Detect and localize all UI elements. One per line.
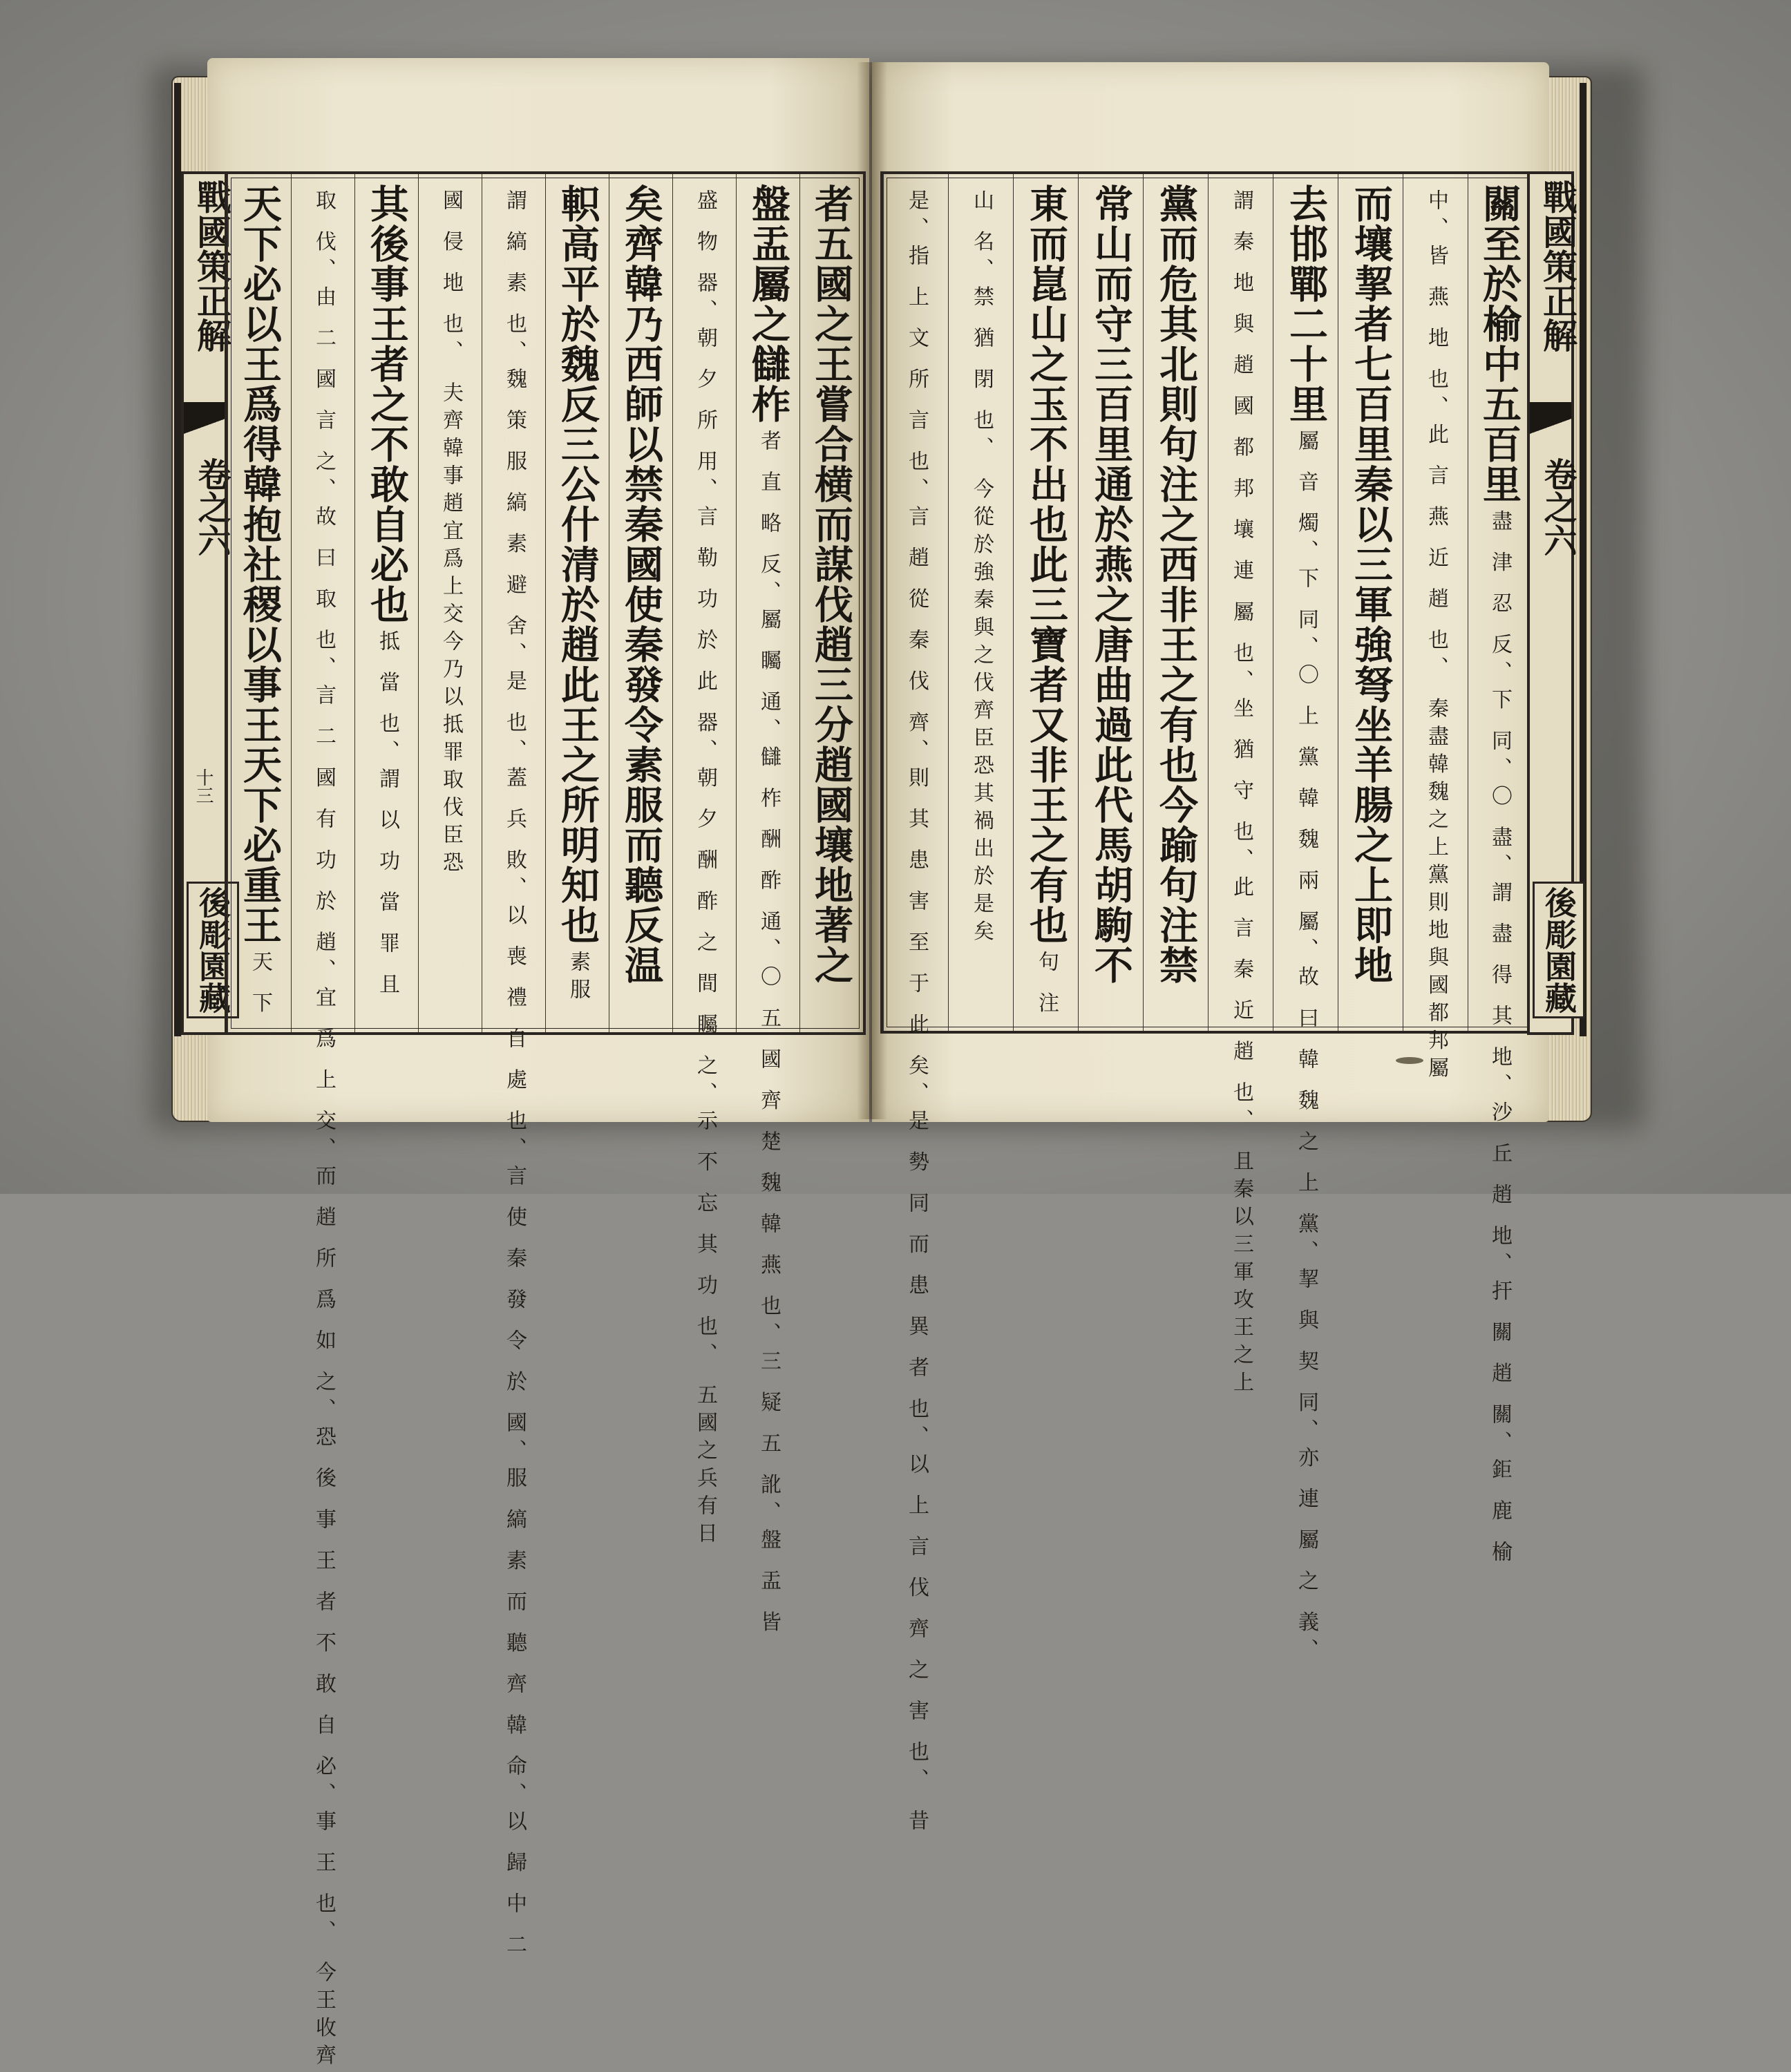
column-main-text: 天下必以王爲得韓抱社稷以事王天下必重王 [237,184,283,945]
text-column [1143,174,1209,1031]
fish-tail-mark [1530,402,1571,450]
left-text-frame [225,171,866,2072]
text-column [736,174,800,1639]
column-annotation: 盛 物 器、朝 夕 所 用、言 勒 功 於 此 器、朝 夕 酬 酢 之 間 矚 之、示 不 忘 其 功 也、 五國之兵有日 [693,189,717,1550]
column-annotation: 取 伐、由 二 國 言 之、故 曰 取 也、言 二 國 有 功 於 趙、宜 爲 上 交、而 趙 所 爲 如 之、恐 後 事 王 者 不 敢 自 必、事 王 也、 今王收齊 [312,189,336,2072]
text-column [799,174,862,1032]
left-margin-band [181,171,232,1035]
column-annotation: 者 直 略 反、屬 矚 通、讎 柞 酬 酢 通、〇 五 國 齊 楚 魏 韓 燕 也、三 疑 五 訛、盤 盂 皆 [757,430,781,1639]
column-main-text: 而壤挈者七百里秦以三軍強弩坐羊腸之上即地 [1348,184,1394,985]
column-main-text: 東而崑山之玉不出也此三寶者又非王之有也 [1023,184,1069,945]
column-main-text: 矣齊韓乃西師以禁秦國使秦發令素服而聽反温 [618,184,664,985]
band-title: 戰國策正解 [191,180,232,352]
text-column [545,174,609,1032]
column-annotation: 抵 當 也、謂 以 功 當 罪 且 [375,630,399,1001]
text-column [227,174,292,1032]
column-main-text: 常山而守三百里通於燕之唐曲過此代馬胡駒不 [1088,184,1134,985]
band-publisher: 後彫園藏 [187,882,239,1018]
text-column [1078,174,1144,1031]
text-column [482,174,546,1961]
column-main-text: 黨而危其北則句注之西非王之有也今踰句注禁 [1153,184,1199,985]
column-annotation: 素服 [566,951,590,1006]
column-annotation: 天 下 [248,951,272,1020]
text-column [418,174,482,1032]
column-main-text: 去邯鄲二十里 [1283,184,1329,424]
column-annotation: 國 侵 地 也、 夫齊韓事趙宜爲上交今乃以抵罪取伐臣恐 [439,189,463,880]
right-margin-band [1527,171,1578,1035]
column-annotation: 謂 縞 素 也、魏 策 服 縞 素 避 舍、是 也、蓋 兵 敗、以 喪 禮 自 處 也、言 使 秦 發 令 於 國、服 縞 素 而 聽 齊 韓 命、以 歸 中 二 [502,189,527,1961]
ink-stain [1396,1057,1423,1064]
right-text-frame [880,171,1535,1838]
column-annotation: 句 注 [1034,951,1059,1020]
text-column [609,174,673,1032]
text-column [672,174,737,1550]
column-annotation: 中、皆 燕 地 也、此 言 燕 近 趙 也、 秦盡韓魏之上黨則地與國都邦屬 [1424,189,1448,1085]
text-column [291,174,355,2072]
text-column [1403,174,1468,1085]
column-main-text: 其後事王者之不敢自必也 [364,184,410,625]
column-annotation: 是、指 上 文 所 言 也、言 趙 從 秦 伐 齊、則 其 患 害 至 于 此 矣、是 勢 同 而 患 異 者 也、以 上 言 伐 齊 之 害 也、 昔 [904,189,929,1838]
column-annotation: 屬 音 燭、下 同、〇 上 黨 韓 魏 兩 屬、故 曰 韓 魏 之 上 黨、挈 與 契 同、亦 連 屬 之 義、 [1294,430,1318,1666]
text-column [1273,174,1338,1666]
text-column [1338,174,1403,1031]
text-column [883,174,949,1838]
band-volume: 卷之六 [192,457,231,557]
text-column [354,174,419,1032]
column-annotation: 謂 秦 地 與 趙 國 都 邦 壤 連 屬 也、坐 猶 守 也、此 言 秦 近 趙 也、 且秦以三軍攻王之上 [1229,189,1253,1399]
column-annotation: 山 名、禁 猶 閉 也、 今從於強秦與之伐齊臣恐其禍出於是矣 [969,189,994,948]
band-volume: 卷之六 [1538,457,1577,557]
fish-tail-mark [184,402,225,450]
column-main-text: 者五國之王嘗合横而謀伐趙三分趙國壤地著之 [808,184,854,985]
band-title: 戰國策正解 [1537,180,1578,352]
band-publisher: 後彫園藏 [1533,882,1585,1018]
band-folio: 十三 [193,768,214,804]
left-binding-edge [174,83,181,1036]
text-column [948,174,1014,1031]
text-column [1208,174,1273,1399]
column-annotation: 盡 津 忍 反、下 同、〇 盡、謂 盡 得 其 地、沙 丘 趙 地、扞 關 趙 關、鉅 鹿 榆 [1488,510,1512,1569]
column-main-text: 軹高平於魏反三公什清於趙此王之所明知也 [555,184,600,945]
text-column [1468,174,1531,1569]
column-main-text: 關至於榆中五百里 [1477,184,1522,504]
text-column [1013,174,1079,1031]
column-main-text: 盤盂屬之讎柞 [746,184,791,424]
